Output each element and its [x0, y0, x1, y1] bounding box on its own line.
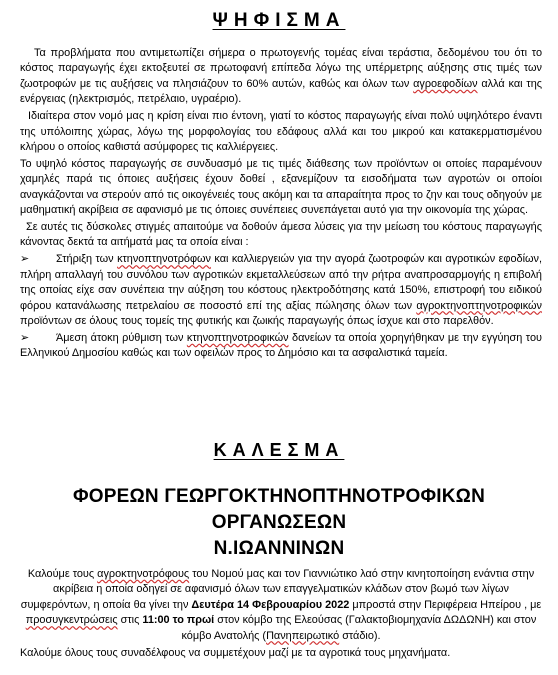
call-paragraph-1: Καλούμε τους αγροκτηνοτρόφους του Νομού μας και τον Γιαννιώτικο λαό στην κινητοποίηση ενάντια στην ακρίβεια η οποία οδηγεί σε αφανισμό όλων των επαγγελματικών κλάδων στον βωμό των λίγων συμφερόντων, η οποία θα γίνει την Δευτέρα 14 Φεβρουαρίου 2022 μπροστά στην Περιφέρεια Ηπείρου , με προσυγκεντρώσεις στις 11:00 το πρωί στον κόμβο της Ελεούσας (Γαλακτοβιομηχανία ΔΩΔΩΝΗ) και στον κόμβο Ανατολής (Πανηπειρωτικό στάδιο). — [20, 568, 542, 642]
misspelled-word: αγροκτηνοτρόφους — [97, 568, 190, 580]
organizations-heading-line-2: Ν.ΙΩΑΝΝΙΝΩΝ — [213, 538, 345, 559]
resolution-title: ΨΗΦΙΣΜΑ — [212, 10, 346, 31]
protest-date: Δευτέρα 14 Φεβρουαρίου 2022 — [191, 598, 350, 611]
resolution-paragraph-2: Ιδιαίτερα στον νομό μας η κρίση είναι πιο έντονη, γιατί το κόστος παραγωγής είναι πολύ υψηλότερο έναντι της υπόλοιπης χώρας, λόγω της μορφολογίας του εδάφους αλλά και του μικρού και κατακερματισμένου κλήρου ο οποίος καθιστά ασύμφορες τις καλλιέργειες. — [20, 110, 542, 153]
call-title: ΚΑΛΕΣΜΑ — [213, 440, 345, 460]
call-paragraph-2: Καλούμε όλους τους συναδέλφους να συμμετέχουν μαζί με τα αγροτικά τους μηχανήματα. — [20, 646, 451, 659]
arrow-bullet-icon: ➢ — [20, 331, 30, 344]
misspelled-word: κτηνοπτηνοτροφικών — [186, 331, 289, 344]
organizations-heading-line-1: ΦΟΡΕΩΝ ΓΕΩΡΓΟΚΤΗΝΟΠΤΗΝΟΤΡΟΦΙΚΩΝ ΟΡΓΑΝΩΣΕΩΝ — [72, 486, 486, 533]
arrow-bullet-icon: ➢ — [20, 253, 30, 266]
protest-time: 11:00 το πρωί — [142, 614, 215, 627]
demand-bullet-1: ➢ Στήριξη των κτηνοπτηνοτρόφων και καλλιεργειών για την αγορά ζωοτροφών και αγροτικών εφοδίων, πλήρη απαλλαγή του συνόλου των αγροτικών εκμεταλλεύσεων από την ρήτρα αναπροσαρμογής η επιβολή της οποίας είχε σαν συνέπεια την αύξηση του κόστους ηλεκτροδότησης κατά 150%, επιστροφή του ειδικού φόρου κατανάλωσης πετρελαίου σε ποσοστό επί της αξίας πώλησης όλων των αγροκτηνοπτηνοτροφικών προϊόντων σε όλους τους τομείς της φυτικής και ζωικής παραγωγής όπως ίσχυε και στο παρελθόν. — [20, 253, 542, 327]
resolution-paragraph-3: Το υψηλό κόστος παραγωγής σε συνδυασμό με τις τιμές διάθεσης των προϊόντων οι οποίες παραμένουν χαμηλές παρά τις όποιες αυξήσεις έχουν δοθεί , εξανεμίζουν τα εισοδήματα των αγροτών οι οποίοι αναγκάζονται να στερούν από τις οικογένειές τους ακόμη και τα απαραίτητα προς το ζην και τους οδηγούν με μαθηματική ακρίβεια σε αφανισμό με τις όποιες συνέπειες συνεπάγεται αυτό για την οικονομία της χώρας. — [20, 157, 542, 217]
misspelled-word: κτηνοπτηνοτρόφων — [117, 253, 211, 266]
misspelled-word: αγροεφοδίων — [413, 77, 478, 90]
resolution-paragraph-4: Σε αυτές τις δύσκολες στιγμές απαιτούμε να δοθούν άμεσα λύσεις για την μείωση του κόστους παραγωγής κάνοντας δεκτά τα αιτήματά μας τα οποία είναι : — [20, 220, 542, 249]
misspelled-word: προσυγκεντρώσεις — [25, 614, 118, 627]
organizations-heading — [10, 484, 548, 562]
resolution-paragraph-1: Τα προβλήματα που αντιμετωπίζει σήμερα ο πρωτογενής τομέας είναι τεράστια, δεδομένου του ότι το κόστος παραγωγής έχει εκτοξευτεί σε πρωτοφανή επίπεδα λόγω της υπέρμετρης αύξησης στις τιμές των ζωοτροφών με τις αυξήσεις να πλησιάζουν το 60% αυτών, καθώς και όλων των αγροεφοδίων αλλά και της ενέργειας (ηλεκτρισμός, πετρέλαιο, υγραέριο). — [20, 47, 542, 106]
call-body — [20, 567, 542, 662]
demand-bullet-2: ➢ Άμεση άτοκη ρύθμιση των κτηνοπτηνοτροφικών δανείων τα οποία χορηγήθηκαν με την εγγύηση του Ελληνικού Δημοσίου καθώς και των οφειλών προς το Δημόσιο και τα ασφαλιστικά ταμεία. — [20, 331, 542, 360]
resolution-body — [20, 46, 542, 363]
misspelled-word: αγροκτηνοπτηνοτροφικών — [416, 299, 542, 312]
misspelled-word: Πανηπειρωτικό — [266, 629, 340, 642]
